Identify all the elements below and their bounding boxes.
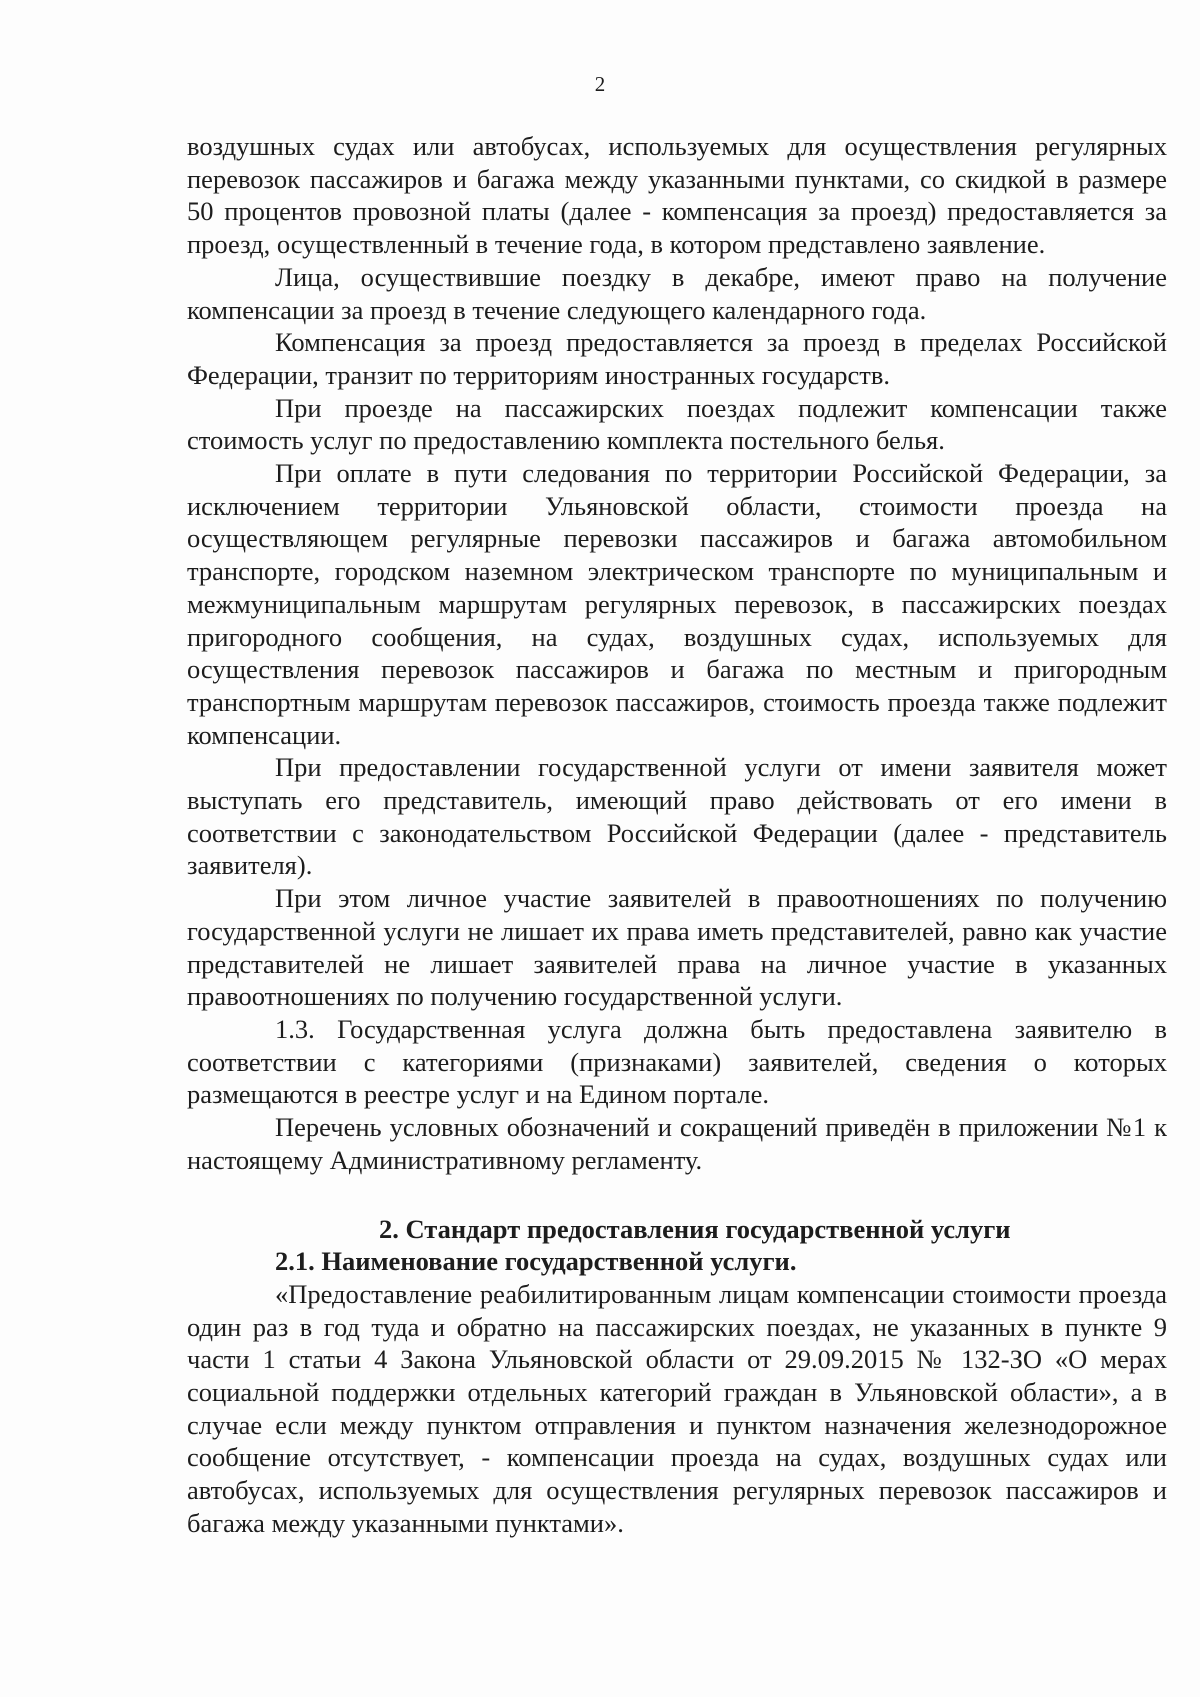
paragraph-service-name: «Предоставление реабилитированным лицам компенсации стоимости проезда один раз в год туда и обратно на пассажирских поездах, не указанных в пункте 9 части 1 статьи 4 Закона Ульяновской области от 29.09.2015 № 132-ЗО «О мерах социальной поддержки отдельных категорий граждан в Ульяновской области», а в случае если между пунктом отправления и пунктом назначения железнодорожное сообщение отсутствует, - компенсации проезда на судах, воздушных судах или автобусах, используемых для осуществления регулярных перевозок пассажиров и багажа между указанными пунктами». <box>187 1278 1167 1538</box>
paragraph-representative: При предоставлении государственной услуги от имени заявителя может выступать его представитель, имеющий право действовать от его имени в соответствии с законодательством Российской Федерации (далее - представитель заявителя). <box>187 752 1167 881</box>
paragraph-clause-1-3: 1.3. Государственная услуга должна быть предоставлена заявителю в соответствии с категориями (признаками) заявителей, сведения о которых размещаются в реестре услуг и на Едином портале. <box>187 1013 1167 1110</box>
page-number: 2 <box>594 72 606 96</box>
paragraph-december-trip: Лица, осуществившие поездку в декабре, имеют право на получение компенсации за проезд в течение следующего календарного года. <box>187 261 1167 325</box>
document-body <box>187 130 1167 1540</box>
section-heading: 2. Стандарт предоставления государственной услуги <box>379 1213 1011 1244</box>
paragraph-bedding: При проезде на пассажирских поездах подлежит компенсации также стоимость услуг по предоставлению комплекта постельного белья. <box>187 392 1167 456</box>
paragraph-territory: Компенсация за проезд предоставляется за проезд в пределах Российской Федерации, транзит по территориям иностранных государств. <box>187 327 1167 390</box>
paragraph-personal-participation: При этом личное участие заявителей в правоотношениях по получению государственной услуги не лишает их права иметь представителей, равно как участие представителей не лишает заявителей права на личное участие в указанных правоотношениях по получению государственной услуги. <box>187 883 1167 1012</box>
subsection-heading: 2.1. Наименование государственной услуги. <box>275 1246 797 1277</box>
paragraph-abbreviations: Перечень условных обозначений и сокращений приведён в приложении №1 к настоящему Административному регламенту. <box>187 1112 1167 1175</box>
paragraph-transit-payment: При оплате в пути следования по территории Российской Федерации, за исключением территории Ульяновской области, стоимости проезда на осуществляющем регулярные перевозки пассажиров и багажа автомобильном транспорте, городском наземном электрическом транспорте по муниципальным и межмуниципальным маршрутам регулярных перевозок, в пассажирских поездах пригородного сообщения, на судах, воздушных судах, используемых для осуществления перевозок пассажиров и багажа по местным и пригородным транспортным маршрутам перевозок пассажиров, стоимость проезда также подлежит компенсации. <box>187 458 1167 750</box>
paragraph-continuation: воздушных судах или автобусах, используемых для осуществления регулярных перевозок пассажиров и багажа между указанными пунктами, со скидкой в размере 50 процентов провозной платы (далее - компенсация за проезд) предоставляется за проезд, осуществленный в течение года, в котором представлено заявление. <box>187 131 1167 260</box>
